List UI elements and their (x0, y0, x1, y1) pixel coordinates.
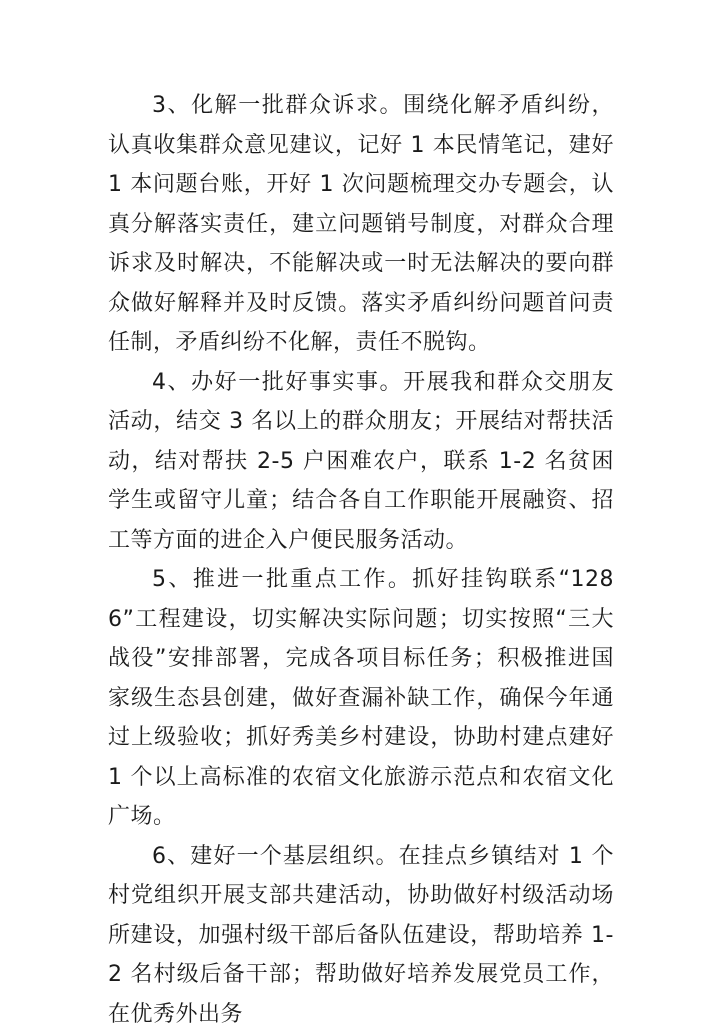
document-body (108, 86, 614, 1034)
paragraph-item-3: 3、化解一批群众诉求。围绕化解矛盾纠纷，认真收集群众意见建议，记好 1 本民情笔记，建好 1 本问题台账，开好 1 次问题梳理交办专题会，认真分解落实责任，建立问题销号制度，对群众合理诉求及时解决，不能解决或一时无法解决的要向群众做好解释并及时反馈。落实矛盾纠纷问题首问责任制，矛盾纠纷不化解，责任不脱钩。 (108, 86, 614, 363)
paragraph-item-4: 4、办好一批好事实事。开展我和群众交朋友活动，结交 3 名以上的群众朋友；开展结对帮扶活动，结对帮扶 2-5 户困难农户，联系 1-2 名贫困学生或留守儿童；结合各自工作职能开展融资、招工等方面的进企入户便民服务活动。 (108, 363, 614, 561)
paragraph-item-6: 6、建好一个基层组织。在挂点乡镇结对 1 个村党组织开展支部共建活动，协助做好村级活动场所建设，加强村级干部后备队伍建设，帮助培养 1-2 名村级后备干部；帮助做好培养发展党员工作，在优秀外出务 (108, 837, 614, 1034)
paragraph-item-5: 5、推进一批重点工作。抓好挂钩联系“1286”工程建设，切实解决实际问题；切实按照“三大战役”安排部署，完成各项目标任务；积极推进国家级生态县创建，做好查漏补缺工作，确保今年通过上级验收；抓好秀美乡村建设，协助村建点建好 1 个以上高标准的农宿文化旅游示范点和农宿文化广场。 (108, 560, 614, 837)
